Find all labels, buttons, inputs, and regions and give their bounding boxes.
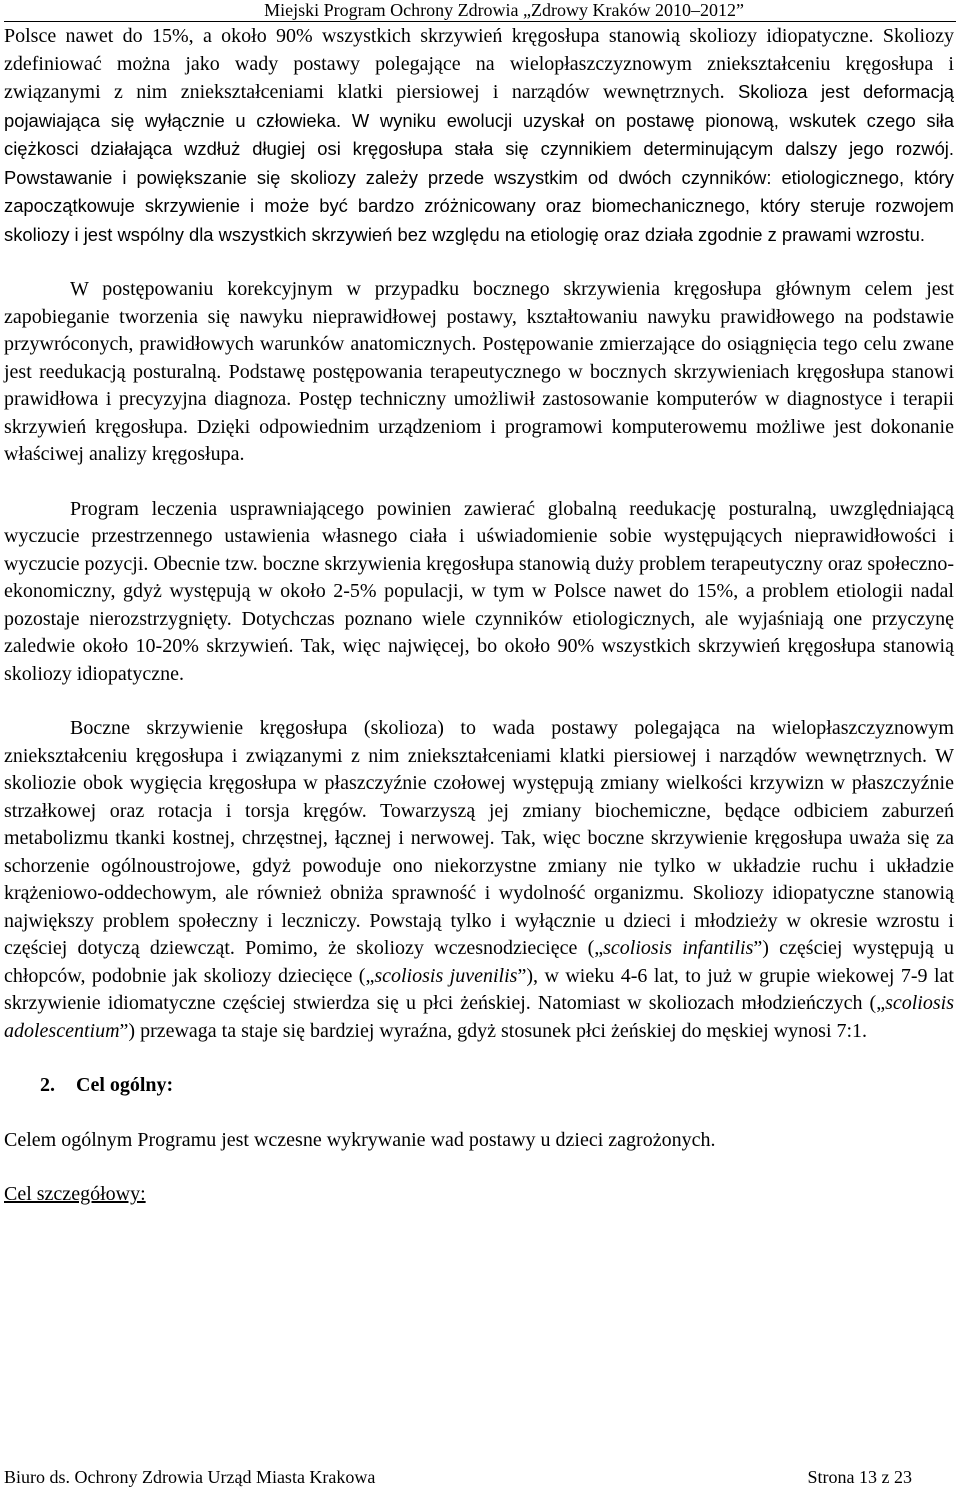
paragraph-intro-sans: Skolioza jest deformacją pojawiająca się wyłącznie u człowieka. W wyniku ewolucji uzyskał on postawę pionową, wskutek czego siła ciężkosci działająca wzdłuż długiej osi kręgosłupa stała się czynnikiem determinującym dalszy jego rozwój. Powstawanie i powiększanie się skoliozy zależy przede wszystkim od dwóch czynników: etiologicznego, który zapoczątkowuje skrzywienie i może być bardzo zróżnicowany oraz biomechanicznego, który steruje rozwojem skoliozy i jest wspólny dla wszystkich skrzywień bez względu na etiologię oraz działa zgodnie z prawami wzrostu.	[4, 81, 955, 245]
paragraph-scoliosis-part-b: ”) częściej występują u chłopców, podobnie jak skoliozy dziecięce („	[4, 937, 954, 987]
paragraph-program: Program leczenia usprawniającego powinien zawierać globalną reedukację posturalną, uwzględniającą wyczucie przestrzennego ustawienia własnego ciała i uświadomienie sobie występujących nieprawidłowości i wyczucie pozycji. Obecnie tzw. boczne skrzywienia kręgosłupa stanowią duży problem terapeutyczny oraz społeczno-ekonomiczny, gdyż występują w około 2-5% populacji, w tym w Polsce nawet do 15%, a problem etiologii nadal pozostaje nierozstrzygnięty. Dotychczas poznano wiele czynników etiologicznych, ale wyjaśniają one przyczynę zaledwie około 10-20% skrzywień. Tak, więc najwięcej, bo około 90% wszystkich skrzywień kręgosłupa stanowią skoliozy idiopatyczne.	[4, 497, 954, 685]
section-heading	[4, 1072, 954, 1100]
sub-heading: Cel szczegółowy:	[4, 1183, 146, 1205]
section-number: 2.	[40, 1074, 55, 1096]
term-adolescentium: scoliosis adolescentium	[4, 992, 954, 1042]
header-rule	[4, 21, 956, 22]
paragraph-scoliosis-part-a: Boczne skrzywienie kręgosłupa (skolioza) to wada postawy polegająca na wielopłaszczyznowym zniekształceniu kręgosłupa i związanymi z nim zniekształceniami klatki piersiowej i narządów wewnętrznych. W skoliozie obok wygięcia kręgosłupa w płaszczyźnie czołowej występują zmiany wielkości krzywizn w płaszczyźnie strzałkowej oraz rotacja i torsja kręgów. Towarzyszą jej zmiany biochemiczne, będące odbiciem zaburzeń metabolizmu tkanki kostnej, chrzęstnej, łącznej i nerwowej. Tak, więc boczne skrzywienie kręgosłupa uważa się za schorzenie ogólnoustrojowe, gdyż powoduje ono niekorzystne zmiany nie tylko w układzie ruchu i układzie krążeniowo-oddechowym, ale również obniża sprawność i wydolność organizmu. Skoliozy idiopatyczne stanowią największy problem społeczny i leczniczy. Powstają tylko i wyłącznie u dzieci i młodzieży w okresie wzrostu i częściej dotyczą dziewcząt. Pomimo, że skoliozy wczesnodziecięce („	[4, 717, 954, 959]
document-body	[4, 23, 954, 1209]
footer-page-number: Strona 13 z 23	[807, 1467, 912, 1487]
footer-office: Biuro ds. Ochrony Zdrowia Urząd Miasta Krakowa	[4, 1467, 376, 1487]
paragraph-scoliosis-part-d: ”) przewaga ta staje się bardziej wyraźna, gdyż stosunek płci żeńskiej do męskiej wynosi 7:1.	[119, 1019, 868, 1042]
term-juvenilis: scoliosis juvenilis	[374, 964, 518, 987]
paragraph-scoliosis-part-c: ”), w wieku 4-6 lat, to już w grupie wiekowej 7-9 lat skrzywienie idiomatyczne częściej stwierdza się u płci żeńskiej. Natomiast w skoliozach młodzieńczych („	[4, 964, 954, 1014]
paragraph-correction: W postępowaniu korekcyjnym w przypadku bocznego skrzywienia kręgosłupa głównym celem jest zapobieganie tworzenia się nawyku nieprawidłowej postawy, kształtowaniu nawyku prawidłowego na podstawie przywróconych, prawidłowych warunków anatomicznych. Postępowanie zmierzające do osiągnięcia tego celu zwane jest reedukacją posturalną. Podstawę postępowania terapeutycznego w bocznych skrzywieniach kręgosłupa stanowi prawidłowa i precyzyjna diagnoza. Postęp techniczny umożliwił zastosowanie komputerów w diagnostyce i terapii skrzywień kręgosłupa. Dzięki odpowiednim urządzeniom i programowi komputerowemu możliwe jest dokonanie właściwej analizy kręgosłupa.	[4, 278, 954, 465]
goal-statement: Celem ogólnym Programu jest wczesne wykrywanie wad postawy u dzieci zagrożonych.	[4, 1128, 716, 1151]
section-title: Cel ogólny:	[76, 1074, 174, 1096]
page-header: Miejski Program Ochrony Zdrowia „Zdrowy Kraków 2010–2012”	[264, 0, 744, 20]
paragraph-intro	[4, 23, 954, 249]
paragraph-intro-serif: Polsce nawet do 15%, a około 90% wszystkich skrzywień kręgosłupa stanowią skoliozy idiopatyczne. Skoliozy zdefiniować można jako wady postawy polegające na wielopłaszczyznowym zniekształceniu kręgosłupa i związanymi z nim zniekształceniami klatki piersiowej i narządów wewnętrznych.	[4, 25, 954, 103]
term-infantilis: scoliosis infantilis	[603, 937, 754, 959]
paragraph-scoliosis	[4, 715, 954, 1045]
